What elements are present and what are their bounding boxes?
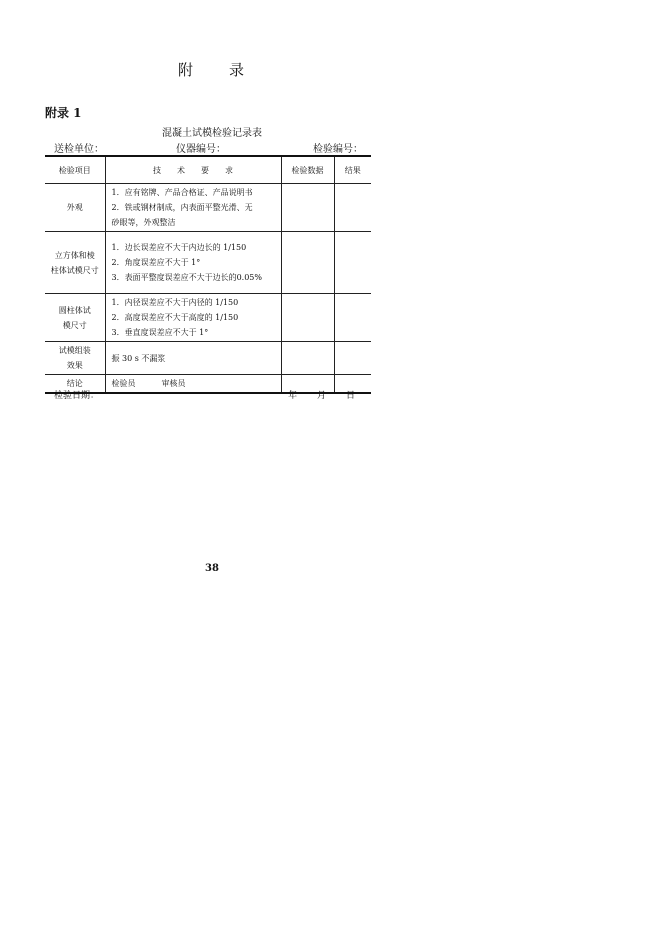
page-number: 38 bbox=[205, 563, 219, 574]
signature-cell bbox=[105, 375, 281, 394]
date-fields bbox=[288, 388, 355, 401]
requirement-line: 1．边长误差应不大于内边长的 1/150 bbox=[111, 243, 247, 252]
item-label: 外观 bbox=[66, 203, 83, 212]
result-cell bbox=[334, 294, 371, 342]
header-inspection-item: 检验项目 bbox=[45, 156, 105, 184]
item-label: 圆柱体试 bbox=[58, 305, 91, 315]
header-inspection-data: 检验数据 bbox=[281, 156, 334, 184]
inspector-label: 检验员 bbox=[111, 379, 136, 388]
item-label: 柱体试模尺寸 bbox=[50, 265, 99, 275]
data-cell bbox=[281, 232, 334, 294]
year-label: 年 bbox=[288, 391, 298, 401]
requirement-line: 2．角度误差应不大于 1° bbox=[111, 258, 201, 267]
reviewer-label: 审核员 bbox=[161, 379, 186, 388]
requirement-line: 3．垂直度误差应不大于 1° bbox=[111, 328, 209, 337]
appendix-label: 附录 1 bbox=[45, 106, 82, 120]
requirement-line: 2．高度误差应不大于高度的 1/150 bbox=[111, 313, 239, 322]
data-cell bbox=[281, 294, 334, 342]
inspection-record-table bbox=[45, 155, 371, 394]
instrument-number-label: 仪器编号： bbox=[176, 144, 226, 155]
month-label: 月 bbox=[317, 391, 327, 401]
item-cell bbox=[45, 232, 105, 294]
result-cell bbox=[334, 184, 371, 232]
header-result: 结果 bbox=[334, 156, 371, 184]
table-title: 混凝土试模检验记录表 bbox=[162, 128, 262, 139]
requirement-line: 3．表面平整度误差应不大于边长的0.05% bbox=[111, 273, 263, 282]
requirement-line: 砂眼等，外观整洁 bbox=[111, 218, 176, 227]
item-cell bbox=[45, 294, 105, 342]
header-technical-requirements: 技 术 要 求 bbox=[105, 156, 281, 184]
result-cell bbox=[334, 342, 371, 375]
table-header-row bbox=[45, 156, 371, 184]
inspection-date-label: 检验日期： bbox=[54, 391, 100, 401]
result-cell bbox=[334, 232, 371, 294]
table-row bbox=[45, 342, 371, 375]
requirement-line: 1．内径误差应不大于内径的 1/150 bbox=[111, 298, 239, 307]
item-label: 模尺寸 bbox=[62, 320, 87, 330]
table-row bbox=[45, 232, 371, 294]
data-cell bbox=[281, 184, 334, 232]
data-cell bbox=[281, 342, 334, 375]
requirements-cell bbox=[105, 184, 281, 232]
item-label: 立方体和棱 bbox=[54, 250, 95, 260]
requirement-line: 振 30 s 不漏浆 bbox=[111, 353, 166, 363]
item-label: 效果 bbox=[66, 361, 83, 370]
requirement-line: 1．应有铭牌、产品合格证、产品说明书 bbox=[111, 188, 253, 197]
page-heading: 附 录 bbox=[178, 61, 247, 79]
inspection-number-label: 检验编号： bbox=[313, 144, 363, 155]
day-label: 日 bbox=[346, 391, 356, 401]
conclusion-label: 结论 bbox=[45, 375, 105, 394]
requirements-cell bbox=[105, 294, 281, 342]
sender-unit-label: 送检单位： bbox=[54, 144, 104, 155]
item-label: 试模组装 bbox=[58, 346, 91, 355]
table-row bbox=[45, 184, 371, 232]
requirements-cell bbox=[105, 342, 281, 375]
item-cell bbox=[45, 184, 105, 232]
item-cell bbox=[45, 342, 105, 375]
requirements-cell bbox=[105, 232, 281, 294]
table-row bbox=[45, 294, 371, 342]
requirement-line: 2．铁或钢材制成，内表面平整光滑、无 bbox=[111, 203, 253, 212]
